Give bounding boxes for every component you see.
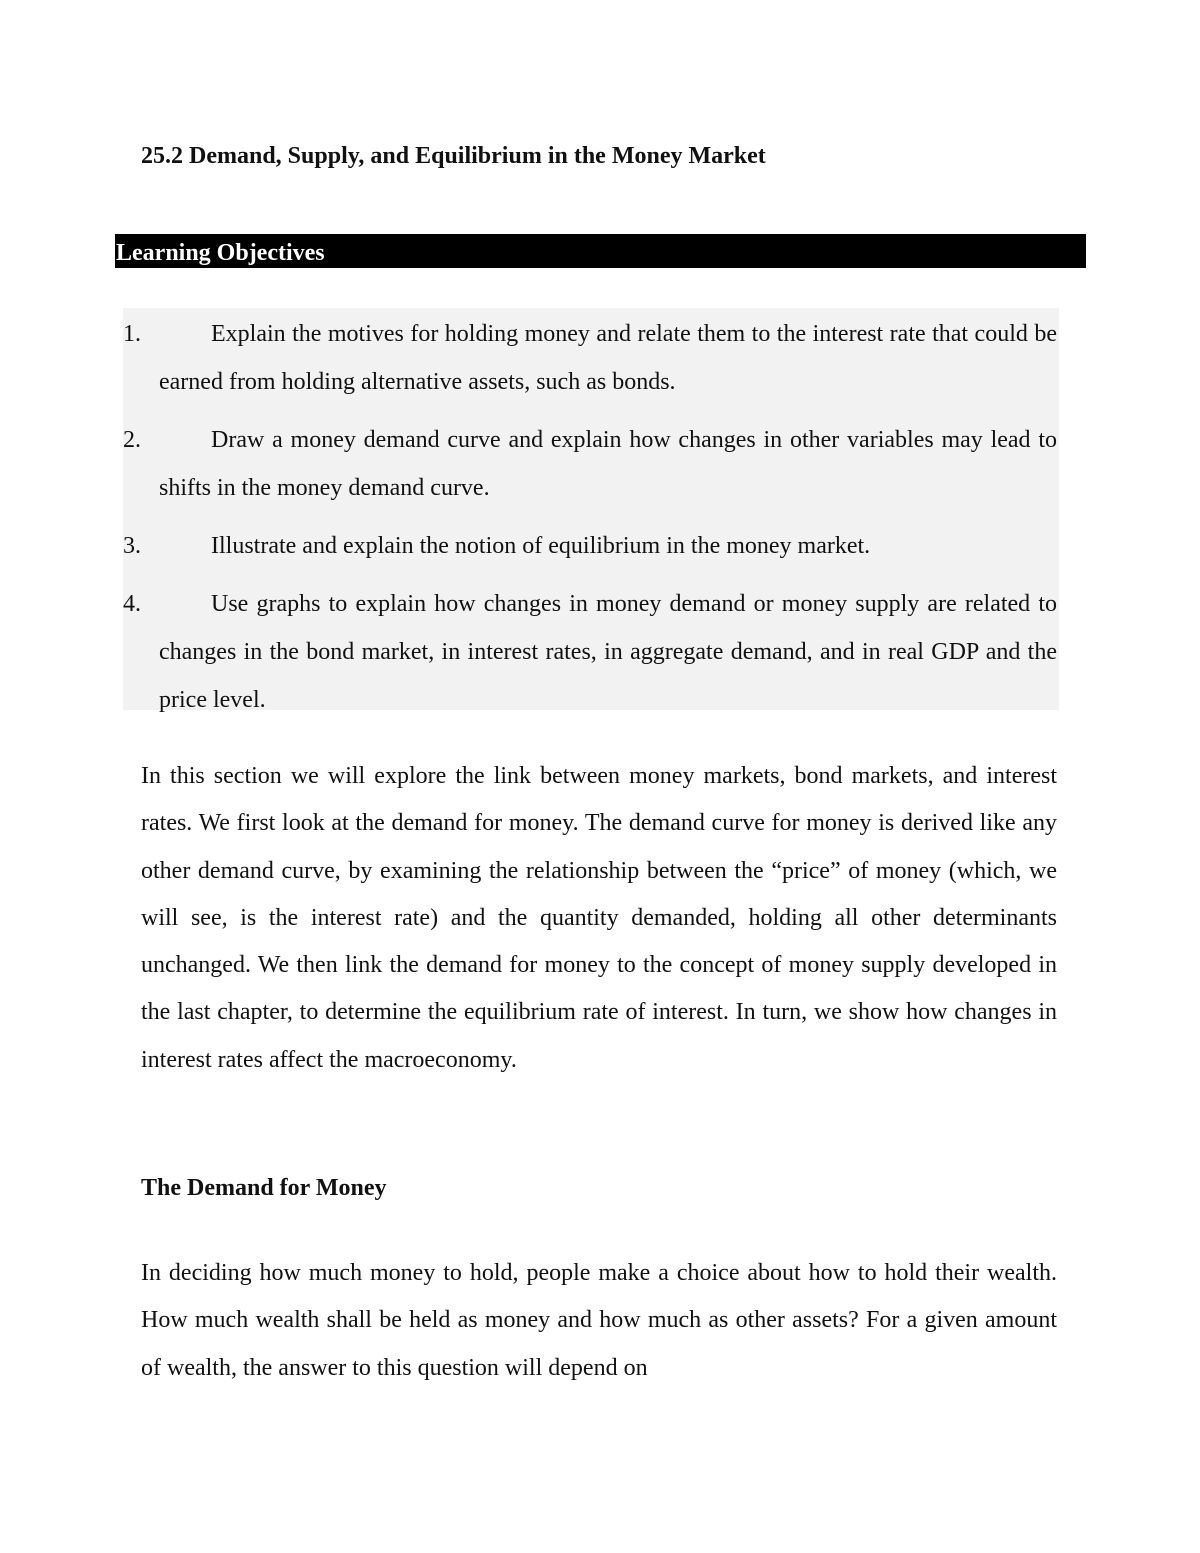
objective-text: Explain the motives for holding money and relate them to the interest rate that could be earned from holding alternative assets, such as bonds. — [159, 321, 1057, 395]
objective-item — [123, 580, 1057, 724]
objective-item — [123, 416, 1057, 512]
objective-number: 1. — [123, 321, 141, 347]
objective-text: Illustrate and explain the notion of equilibrium in the money market. — [211, 533, 871, 559]
objective-number: 4. — [123, 591, 141, 617]
intro-paragraph: In this section we will explore the link between money markets, bond markets, and interest rates. We first look at the demand for money. The demand curve for money is derived like any other demand curve, by examining the relationship between the “price” of money (which, we will see, is the interest rate) and the quantity demanded, holding all other determinants unchanged. We then link the demand for money to the concept of money supply developed in the last chapter, to determine the equilibrium rate of interest. In turn, we show how changes in interest rates affect the macroeconomy. — [141, 763, 1057, 1073]
objective-item — [123, 310, 1057, 406]
objective-text: Draw a money demand curve and explain how changes in other variables may lead to shifts in the money demand curve. — [159, 427, 1057, 501]
objectives-heading: Learning Objectives — [116, 240, 325, 266]
objective-number: 2. — [123, 427, 141, 453]
section-title: 25.2 Demand, Supply, and Equilibrium in the Money Market — [141, 143, 766, 169]
subheading-demand-for-money: The Demand for Money — [141, 1175, 387, 1201]
objective-number: 3. — [123, 533, 141, 559]
demand-paragraph: In deciding how much money to hold, people make a choice about how to hold their wealth. How much wealth shall be held as money and how much as other assets? For a given amount of wealth, the answer to this question will depend on — [141, 1260, 1057, 1381]
objective-text: Use graphs to explain how changes in money demand or money supply are related to changes in the bond market, in interest rates, in aggregate demand, and in real GDP and the price level. — [159, 591, 1057, 713]
objectives-list — [123, 310, 1057, 724]
objective-item — [123, 522, 1057, 570]
